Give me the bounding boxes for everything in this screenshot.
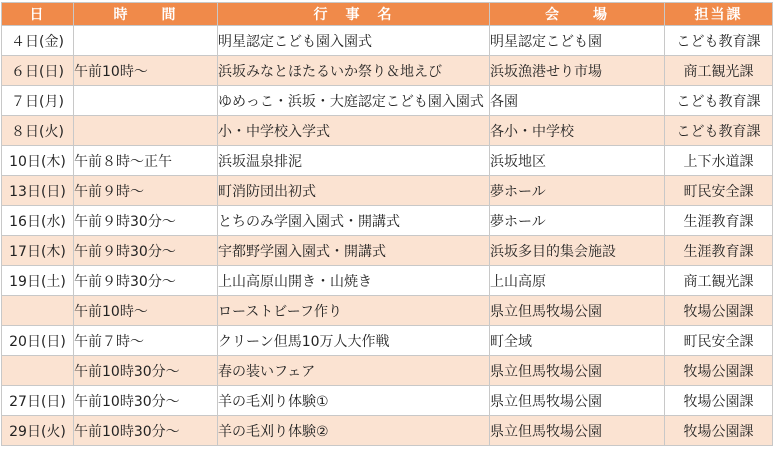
date-cell [2, 356, 74, 386]
event-name-cell: 羊の毛刈り体験① [218, 386, 490, 416]
department-cell: 上下水道課 [665, 146, 773, 176]
venue-cell: 各小・中学校 [490, 116, 665, 146]
header-time: 時 間 [74, 3, 218, 26]
venue-cell: 県立但馬牧場公園 [490, 386, 665, 416]
time-cell: 午前９時30分～ [74, 206, 218, 236]
department-cell: 商工観光課 [665, 56, 773, 86]
time-cell: 午前10時～ [74, 56, 218, 86]
table-row [2, 296, 773, 326]
table-body [2, 26, 773, 446]
event-name-cell: 町消防団出初式 [218, 176, 490, 206]
time-cell [74, 116, 218, 146]
header-row [2, 3, 773, 26]
time-cell: 午前９時～ [74, 176, 218, 206]
header-dept: 担当課 [665, 3, 773, 26]
department-cell: 商工観光課 [665, 266, 773, 296]
time-cell: 午前10時30分～ [74, 386, 218, 416]
event-name-cell: 春の装いフェア [218, 356, 490, 386]
table-row [2, 266, 773, 296]
department-cell: 生涯教育課 [665, 206, 773, 236]
table-row [2, 386, 773, 416]
department-cell: 牧場公園課 [665, 356, 773, 386]
department-cell: こども教育課 [665, 86, 773, 116]
time-cell: 午前10時30分～ [74, 416, 218, 446]
department-cell: 町民安全課 [665, 176, 773, 206]
event-name-cell: 上山高原山開き・山焼き [218, 266, 490, 296]
time-cell: 午前７時～ [74, 326, 218, 356]
table-row [2, 206, 773, 236]
time-cell: 午前10時～ [74, 296, 218, 326]
table-row [2, 146, 773, 176]
event-schedule-table [1, 2, 773, 446]
event-name-cell: 浜坂温泉排泥 [218, 146, 490, 176]
table-row [2, 116, 773, 146]
date-cell: 29日(火) [2, 416, 74, 446]
event-name-cell: クリーン但馬10万人大作戦 [218, 326, 490, 356]
date-cell: ６日(日) [2, 56, 74, 86]
table-row [2, 56, 773, 86]
date-cell: 19日(土) [2, 266, 74, 296]
table-row [2, 236, 773, 266]
header-day: 日 [2, 3, 74, 26]
event-name-cell: ローストビーフ作り [218, 296, 490, 326]
table-row [2, 416, 773, 446]
date-cell: 13日(日) [2, 176, 74, 206]
date-cell: ７日(月) [2, 86, 74, 116]
date-cell [2, 296, 74, 326]
department-cell: こども教育課 [665, 26, 773, 56]
venue-cell: 町全域 [490, 326, 665, 356]
venue-cell: 夢ホール [490, 176, 665, 206]
date-cell: 17日(木) [2, 236, 74, 266]
table-row [2, 26, 773, 56]
department-cell: 生涯教育課 [665, 236, 773, 266]
venue-cell: 浜坂地区 [490, 146, 665, 176]
time-cell: 午前９時30分～ [74, 266, 218, 296]
venue-cell: 上山高原 [490, 266, 665, 296]
date-cell: 16日(水) [2, 206, 74, 236]
venue-cell: 浜坂多目的集会施設 [490, 236, 665, 266]
venue-cell: 明星認定こども園 [490, 26, 665, 56]
event-name-cell: とちのみ学園入園式・開講式 [218, 206, 490, 236]
date-cell: 27日(日) [2, 386, 74, 416]
header-venue: 会 場 [490, 3, 665, 26]
department-cell: 牧場公園課 [665, 296, 773, 326]
time-cell: 午前９時30分～ [74, 236, 218, 266]
event-name-cell: 宇都野学園入園式・開講式 [218, 236, 490, 266]
date-cell: ４日(金) [2, 26, 74, 56]
department-cell: 町民安全課 [665, 326, 773, 356]
table-row [2, 86, 773, 116]
time-cell [74, 86, 218, 116]
time-cell [74, 26, 218, 56]
date-cell: 10日(木) [2, 146, 74, 176]
event-name-cell: 明星認定こども園入園式 [218, 26, 490, 56]
date-cell: ８日(火) [2, 116, 74, 146]
department-cell: こども教育課 [665, 116, 773, 146]
header-event: 行 事 名 [218, 3, 490, 26]
venue-cell: 県立但馬牧場公園 [490, 296, 665, 326]
venue-cell: 夢ホール [490, 206, 665, 236]
table-row [2, 176, 773, 206]
venue-cell: 県立但馬牧場公園 [490, 416, 665, 446]
table-row [2, 326, 773, 356]
event-name-cell: 小・中学校入学式 [218, 116, 490, 146]
date-cell: 20日(日) [2, 326, 74, 356]
time-cell: 午前10時30分～ [74, 356, 218, 386]
event-name-cell: 羊の毛刈り体験② [218, 416, 490, 446]
venue-cell: 各園 [490, 86, 665, 116]
department-cell: 牧場公園課 [665, 416, 773, 446]
venue-cell: 浜坂漁港せり市場 [490, 56, 665, 86]
department-cell: 牧場公園課 [665, 386, 773, 416]
time-cell: 午前８時～正午 [74, 146, 218, 176]
venue-cell: 県立但馬牧場公園 [490, 356, 665, 386]
event-name-cell: 浜坂みなとほたるいか祭り＆地えび [218, 56, 490, 86]
table-row [2, 356, 773, 386]
event-name-cell: ゆめっこ・浜坂・大庭認定こども園入園式 [218, 86, 490, 116]
